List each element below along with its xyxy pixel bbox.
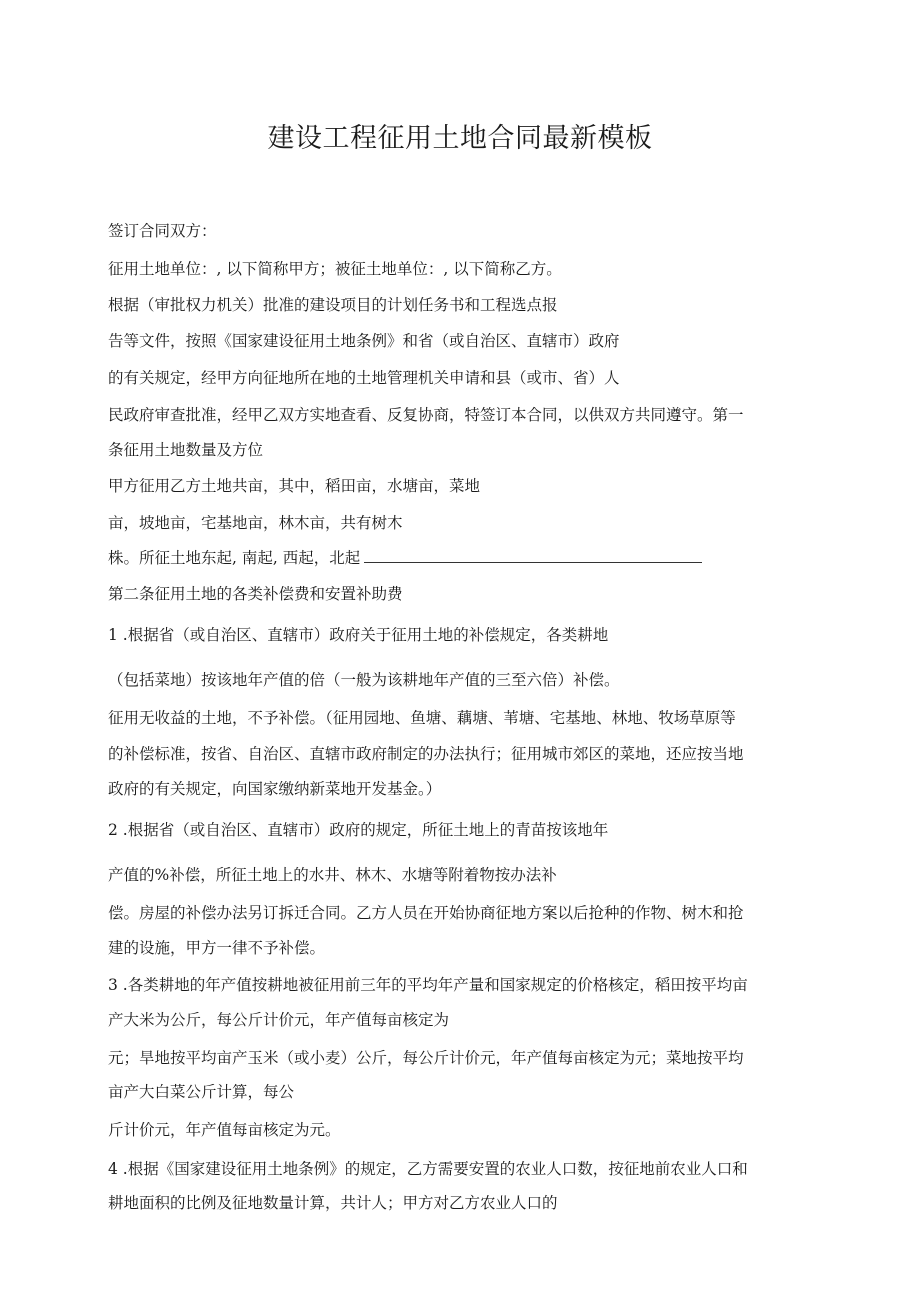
text-line: 征用土地单位：, 以下简称甲方；被征土地单位：, 以下简称乙方。 [108, 260, 562, 278]
text-line: 1 .根据省（或自治区、直辖市）政府关于征用土地的补偿规定，各类耕地 [108, 626, 609, 644]
text-line: 签订合同双方： [108, 222, 217, 240]
text-line: 建的设施，甲方一律不予补偿。 [108, 939, 326, 957]
text-line: 甲方征用乙方土地共亩，其中，稻田亩，水塘亩，菜地 [108, 477, 481, 495]
document-title: 建设工程征用土地合同最新模板 [267, 123, 653, 154]
text-line: 的补偿标准，按省、自治区、直辖市政府制定的办法执行；征用城市郊区的菜地，还应按当地 [108, 745, 744, 763]
text-line: 亩产大白菜公斤计算，每公 [108, 1083, 295, 1101]
text-line: 3 .各类耕地的年产值按耕地被征用前三年的平均年产量和国家规定的价格核定，稻田按平均亩 [108, 976, 748, 994]
fill-in-blank [364, 548, 702, 563]
text-line: 产值的%补偿，所征土地上的水井、林木、水塘等附着物按办法补 [108, 866, 557, 884]
text-line: 告等文件，按照《国家建设征用土地条例》和省（或自治区、直辖市）政府 [108, 332, 620, 350]
text-line: 耕地面积的比例及征地数量计算，共计人；甲方对乙方农业人口的 [108, 1194, 558, 1212]
text-line: 征用无收益的土地，不予补偿。（征用园地、鱼塘、藕塘、苇塘、宅基地、林地、牧场草原等 [108, 709, 736, 727]
text-line: （包括菜地）按该地年产值的倍（一般为该耕地年产值的三至六倍）补偿。 [108, 671, 620, 689]
text-line: 的有关规定，经甲方向征地所在地的土地管理机关申请和县（或市、省）人 [108, 369, 620, 387]
text-line: 条征用土地数量及方位 [108, 441, 264, 459]
text-line: 亩，坡地亩，宅基地亩，林木亩，共有树木 [108, 514, 403, 532]
text-line: 元；旱地按平均亩产玉米（或小麦）公斤，每公斤计价元，年产值每亩核定为元；菜地按平均 [108, 1049, 744, 1067]
text-line: 政府的有关规定，向国家缴纳新菜地开发基金。） [108, 780, 442, 798]
text-line: 偿。房屋的补偿办法另订拆迁合同。乙方人员在开始协商征地方案以后抢种的作物、树木和抢 [108, 904, 744, 922]
text-line: 斤计价元，年产值每亩核定为元。 [108, 1121, 341, 1139]
text-line: 根据（审批权力机关）批准的建设项目的计划任务书和工程选点报 [108, 296, 558, 314]
text-line: 第二条征用土地的各类补偿费和安置补助费 [108, 585, 403, 603]
text-line: 产大米为公斤，每公斤计价元，年产值每亩核定为 [108, 1011, 450, 1029]
text-line: 民政府审查批准，经甲乙双方实地查看、反复协商，特签订本合同，以供双方共同遵守。第一 [108, 406, 744, 424]
text-segment: 株。所征土地东起, 南起, 西起，北起 [108, 549, 361, 567]
text-line: 4 .根据《国家建设征用土地条例》的规定，乙方需要安置的农业人口数，按征地前农业人口和 [108, 1160, 748, 1178]
text-line: 2 .根据省（或自治区、直辖市）政府的规定，所征土地上的青苗按该地年 [108, 821, 609, 839]
text-line [108, 548, 702, 568]
